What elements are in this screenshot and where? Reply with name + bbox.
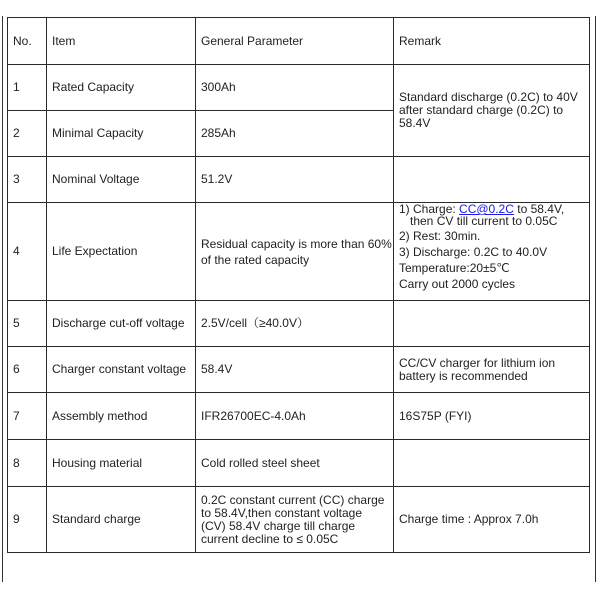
table-row	[8, 65, 590, 111]
cell-item: Minimal Capacity	[47, 111, 196, 157]
cell-no: 6	[8, 347, 47, 393]
cell-no: 9	[8, 487, 47, 553]
remark-line: 3) Discharge: 0.2C to 40.0V	[399, 245, 548, 259]
cell-param: Residual capacity is more than 60% of the rated capacity	[196, 203, 394, 301]
cell-param: 51.2V	[196, 157, 394, 203]
cell-item: Charger constant voltage	[47, 347, 196, 393]
cell-remark: CC/CV charger for lithium ion battery is recommended	[394, 347, 590, 393]
remark-line: 2) Rest: 30min.	[399, 229, 481, 243]
cell-no: 4	[8, 203, 47, 301]
cell-item: Rated Capacity	[47, 65, 196, 111]
cell-no: 1	[8, 65, 47, 111]
specification-table	[7, 17, 590, 553]
cell-param: IFR26700EC-4.0Ah	[196, 393, 394, 440]
cell-param: 300Ah	[196, 65, 394, 111]
cell-remark-life	[394, 203, 590, 301]
cell-item: Life Expectation	[47, 203, 196, 301]
cell-param: 285Ah	[196, 111, 394, 157]
cell-remark	[394, 440, 590, 487]
cell-remark	[394, 301, 590, 347]
header-item: Item	[47, 18, 196, 65]
header-general-parameter: General Parameter	[196, 18, 394, 65]
remark-text: to 58.4V,	[513, 202, 565, 216]
cell-item: Housing material	[47, 440, 196, 487]
header-remark: Remark	[394, 18, 590, 65]
remark-text: 1) Charge:	[399, 202, 460, 216]
cell-no: 5	[8, 301, 47, 347]
remark-line: Carry out 2000 cycles	[399, 277, 516, 291]
cell-no: 2	[8, 111, 47, 157]
table-row	[8, 203, 590, 301]
table-row	[8, 487, 590, 553]
cell-item: Nominal Voltage	[47, 157, 196, 203]
cell-remark-merged: Standard discharge (0.2C) to 40V after standard charge (0.2C) to 58.4V	[394, 65, 590, 157]
page-margin-line-right	[595, 16, 596, 582]
table-row	[8, 157, 590, 203]
cell-param: 58.4V	[196, 347, 394, 393]
cell-no: 7	[8, 393, 47, 440]
table-row	[8, 301, 590, 347]
cc-link[interactable]: CC@0.2C	[459, 202, 514, 216]
cell-no: 3	[8, 157, 47, 203]
table-header-row	[8, 18, 590, 65]
cell-no: 8	[8, 440, 47, 487]
cell-item: Standard charge	[47, 487, 196, 553]
table-row	[8, 393, 590, 440]
remark-line: then CV till current to 0.05C	[410, 214, 558, 228]
cell-remark	[394, 157, 590, 203]
cell-item: Assembly method	[47, 393, 196, 440]
cell-remark: Charge time : Approx 7.0h	[394, 487, 590, 553]
table-row	[8, 440, 590, 487]
cell-param: Cold rolled steel sheet	[196, 440, 394, 487]
table-row	[8, 347, 590, 393]
cell-param: 0.2C constant current (CC) charge to 58.4V,then constant voltage (CV) 58.4V charge till charge current decline to ≤ 0.05C	[196, 487, 394, 553]
remark-line: Temperature:20±5℃	[399, 261, 510, 275]
page-margin-line-left	[2, 16, 3, 582]
cell-remark: 16S75P (FYI)	[394, 393, 590, 440]
cell-param: 2.5V/cell（≥40.0V）	[196, 301, 394, 347]
cell-item: Discharge cut-off voltage	[47, 301, 196, 347]
header-no: No.	[8, 18, 47, 65]
